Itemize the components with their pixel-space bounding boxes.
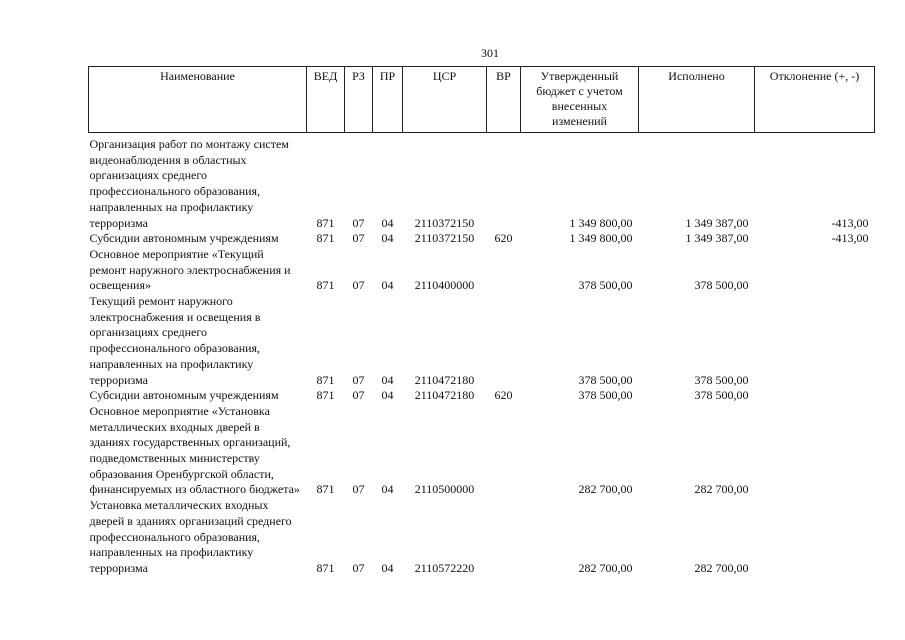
cell-executed: 1 349 387,00 bbox=[685, 215, 749, 230]
cell-executed: 378 500,00 bbox=[694, 372, 749, 387]
table-row bbox=[89, 498, 875, 577]
cell-pr: 04 bbox=[381, 388, 394, 403]
cell-deviation bbox=[755, 498, 875, 577]
cell-ved: 871 bbox=[316, 278, 335, 293]
cell-approved: 378 500,00 bbox=[578, 372, 633, 387]
cell-pr: 04 bbox=[381, 278, 394, 293]
page-number: 301 bbox=[481, 46, 499, 60]
cell-deviation bbox=[755, 404, 875, 498]
cell-approved: 282 700,00 bbox=[578, 482, 633, 497]
cell-deviation bbox=[755, 247, 875, 294]
cell-csr: 2110572220 bbox=[414, 560, 475, 575]
cell-csr: 2110500000 bbox=[414, 482, 475, 497]
header-rz: РЗ bbox=[345, 67, 373, 133]
table-row bbox=[89, 388, 875, 404]
cell-rz: 07 bbox=[352, 482, 365, 497]
cell-csr: 2110472180 bbox=[414, 388, 475, 403]
cell-vr: 620 bbox=[494, 231, 513, 246]
table-row bbox=[89, 231, 875, 247]
table-row bbox=[89, 294, 875, 388]
table-row bbox=[89, 404, 875, 498]
cell-name: Субсидии автономным учреждениям bbox=[89, 231, 279, 246]
header-name: Наименование bbox=[89, 67, 307, 133]
header-ved: ВЕД bbox=[307, 67, 345, 133]
cell-ved: 871 bbox=[316, 560, 335, 575]
cell-deviation bbox=[755, 388, 875, 404]
cell-pr: 04 bbox=[381, 372, 394, 387]
cell-vr bbox=[487, 498, 521, 577]
cell-csr: 2110400000 bbox=[414, 278, 475, 293]
header-csr: ЦСР bbox=[403, 67, 487, 133]
cell-vr: 620 bbox=[494, 388, 513, 403]
cell-name: Текущий ремонт наружного электроснабжения и освещения в организациях среднего профессионального образования, направленных на профилактику терроризма bbox=[89, 294, 261, 387]
cell-approved: 378 500,00 bbox=[578, 388, 633, 403]
cell-name: Субсидии автономным учреждениям bbox=[89, 388, 279, 403]
cell-name: Основное мероприятие «Текущий ремонт наружного электроснабжения и освещения» bbox=[89, 246, 291, 293]
cell-csr: 2110472180 bbox=[414, 372, 475, 387]
table-row bbox=[89, 133, 875, 232]
cell-approved: 378 500,00 bbox=[578, 278, 633, 293]
cell-approved: 1 349 800,00 bbox=[569, 231, 633, 246]
table-body bbox=[89, 133, 875, 577]
cell-rz: 07 bbox=[352, 388, 365, 403]
cell-csr: 2110372150 bbox=[414, 231, 475, 246]
cell-deviation bbox=[755, 294, 875, 388]
cell-approved: 1 349 800,00 bbox=[569, 215, 633, 230]
table-row bbox=[89, 247, 875, 294]
cell-executed: 282 700,00 bbox=[694, 482, 749, 497]
cell-name: Установка металлических входных дверей в зданиях организаций среднего профессионального образования, направленных на профилактику терроризма bbox=[89, 498, 292, 575]
cell-rz: 07 bbox=[352, 231, 365, 246]
budget-execution-table bbox=[88, 66, 875, 577]
cell-ved: 871 bbox=[316, 482, 335, 497]
header-vr: ВР bbox=[487, 67, 521, 133]
cell-executed: 378 500,00 bbox=[694, 388, 749, 403]
cell-approved: 282 700,00 bbox=[578, 560, 633, 575]
cell-deviation: -413,00 bbox=[831, 231, 869, 246]
header-approved-budget: Утвержденный бюджет с учетом внесенных изменений bbox=[521, 67, 639, 133]
cell-rz: 07 bbox=[352, 215, 365, 230]
cell-vr bbox=[487, 133, 521, 232]
cell-name: Организация работ по монтажу систем видеонаблюдения в областных организациях среднего профессионального образования, направленных на профилактику терроризма bbox=[89, 137, 289, 230]
cell-ved: 871 bbox=[316, 388, 335, 403]
cell-pr: 04 bbox=[381, 482, 394, 497]
table-header-row bbox=[89, 67, 875, 133]
cell-pr: 04 bbox=[381, 560, 394, 575]
cell-ved: 871 bbox=[316, 231, 335, 246]
cell-rz: 07 bbox=[352, 372, 365, 387]
cell-csr: 2110372150 bbox=[414, 215, 475, 230]
cell-vr bbox=[487, 404, 521, 498]
cell-executed: 1 349 387,00 bbox=[685, 231, 749, 246]
header-executed: Исполнено bbox=[639, 67, 755, 133]
cell-executed: 378 500,00 bbox=[694, 278, 749, 293]
header-pr: ПР bbox=[373, 67, 403, 133]
cell-name: Основное мероприятие «Установка металлических входных дверей в зданиях государственных организаций, подведомственных министерству образования Оренбургской области, финансируемых из областного бюджета» bbox=[89, 403, 300, 497]
header-deviation: Отклонение (+, -) bbox=[755, 67, 875, 133]
cell-vr bbox=[487, 294, 521, 388]
cell-pr: 04 bbox=[381, 231, 394, 246]
cell-vr bbox=[487, 247, 521, 294]
cell-ved: 871 bbox=[316, 372, 335, 387]
cell-deviation: -413,00 bbox=[831, 215, 869, 230]
cell-rz: 07 bbox=[352, 278, 365, 293]
cell-ved: 871 bbox=[316, 215, 335, 230]
cell-executed: 282 700,00 bbox=[694, 560, 749, 575]
cell-pr: 04 bbox=[381, 215, 394, 230]
cell-rz: 07 bbox=[352, 560, 365, 575]
